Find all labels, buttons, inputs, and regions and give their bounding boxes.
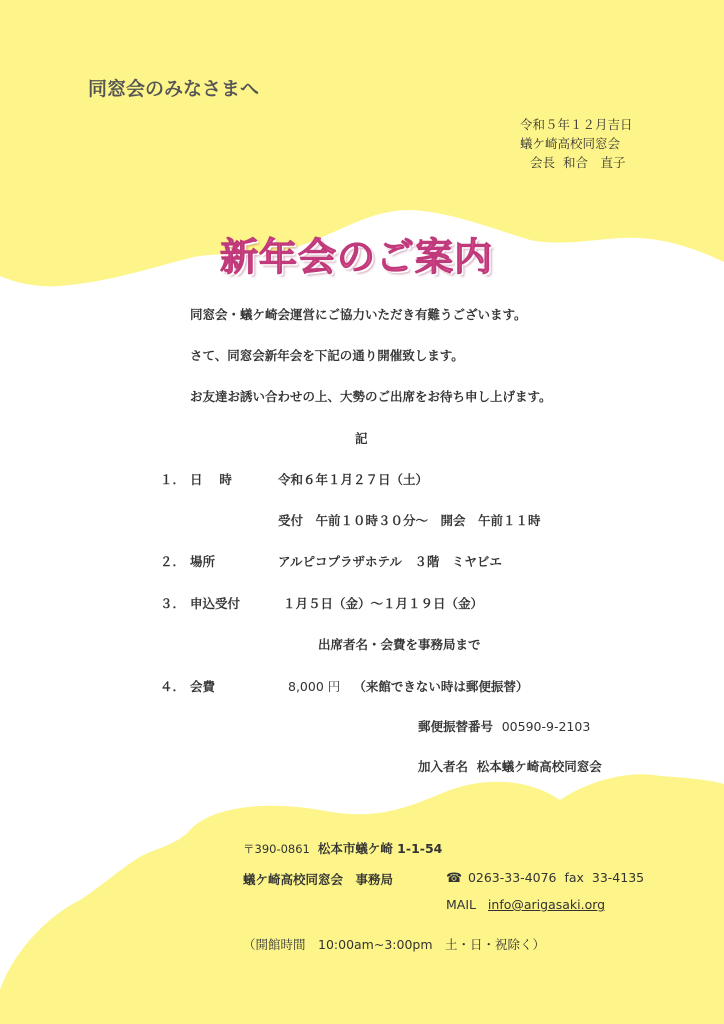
item-application-number: ３． [160,596,186,611]
sender-name: 和合 直子 [562,155,626,170]
office-phone-line [446,870,644,886]
office-name: 蟻ケ崎高校同窓会 事務局 [243,872,394,887]
office-address: 松本市蟻ケ崎 1-1-54 [317,841,443,856]
item-application-value: １月５日（金）～１月１９日（金） [283,596,484,611]
email-link[interactable]: info@arigasaki.org [487,897,606,912]
item-date-number: １． [160,472,186,487]
paragraph-3: お友達お誘い合わせの上、大勢のご出席をお待ち申し上げます。 [190,389,552,404]
item-fee-label: 会費 [190,679,216,694]
item-date-value: 令和６年１月２７日（土） [278,472,429,487]
fee-note: （来館できない時は郵便振替） [353,679,529,694]
office-address-line [243,839,442,857]
item-application-label: 申込受付 [190,596,241,611]
account-holder-line [418,757,602,775]
postal-code: 〒390-0861 [243,842,310,856]
item-application-sub: 出席者名・会費を事務局まで [318,637,481,652]
fax-label: fax [564,870,584,885]
paragraph-1: 同窓会・蟻ケ崎会運営にご協力いただき有難うございます。 [190,307,527,322]
item-place-number: ２． [160,554,186,569]
item-place-label: 場所 [190,554,216,569]
fax-number: 33-4135 [591,870,645,885]
paragraph-2: さて、同窓会新年会を下記の通り開催致します。 [190,348,464,363]
sender-date: 令和５年１２月吉日 [520,117,633,132]
office-mail-line [446,897,605,912]
office-hours: （開館時間 10:00am~3:00pm 土・日・祝除く） [243,937,546,952]
postal-account-line [418,717,590,735]
sender-name-line [530,153,625,171]
item-date-sub: 受付 午前１０時３０分～ 開会 午前１１時 [278,513,541,528]
page-title: 新年会のご案内 [220,235,494,279]
sender-org: 蟻ケ崎高校同窓会 [520,136,621,151]
holder-name: 松本蟻ケ崎高校同窓会 [476,759,602,774]
item-date-label: 日 時 [190,472,232,487]
ki-heading: 記 [355,431,368,446]
item-place-value: アルピコプラザホテル ３階 ミヤビエ [278,554,502,569]
account-label: 郵便振替番号 [418,719,494,734]
phone-number[interactable]: 0263-33-4076 [467,870,557,885]
item-fee-number: ４． [160,679,186,694]
mail-label: MAIL [446,897,476,912]
greeting-heading: 同窓会のみなさまへ [88,78,260,100]
fee-amount: 8,000 円 [288,679,341,694]
bottom-cloud-shape [0,774,724,1024]
item-fee-amount [288,677,528,695]
sender-role: 会長 [530,155,556,170]
account-number: 00590-9-2103 [501,719,591,734]
holder-label: 加入者名 [418,759,469,774]
phone-icon: ☎ [446,871,463,886]
